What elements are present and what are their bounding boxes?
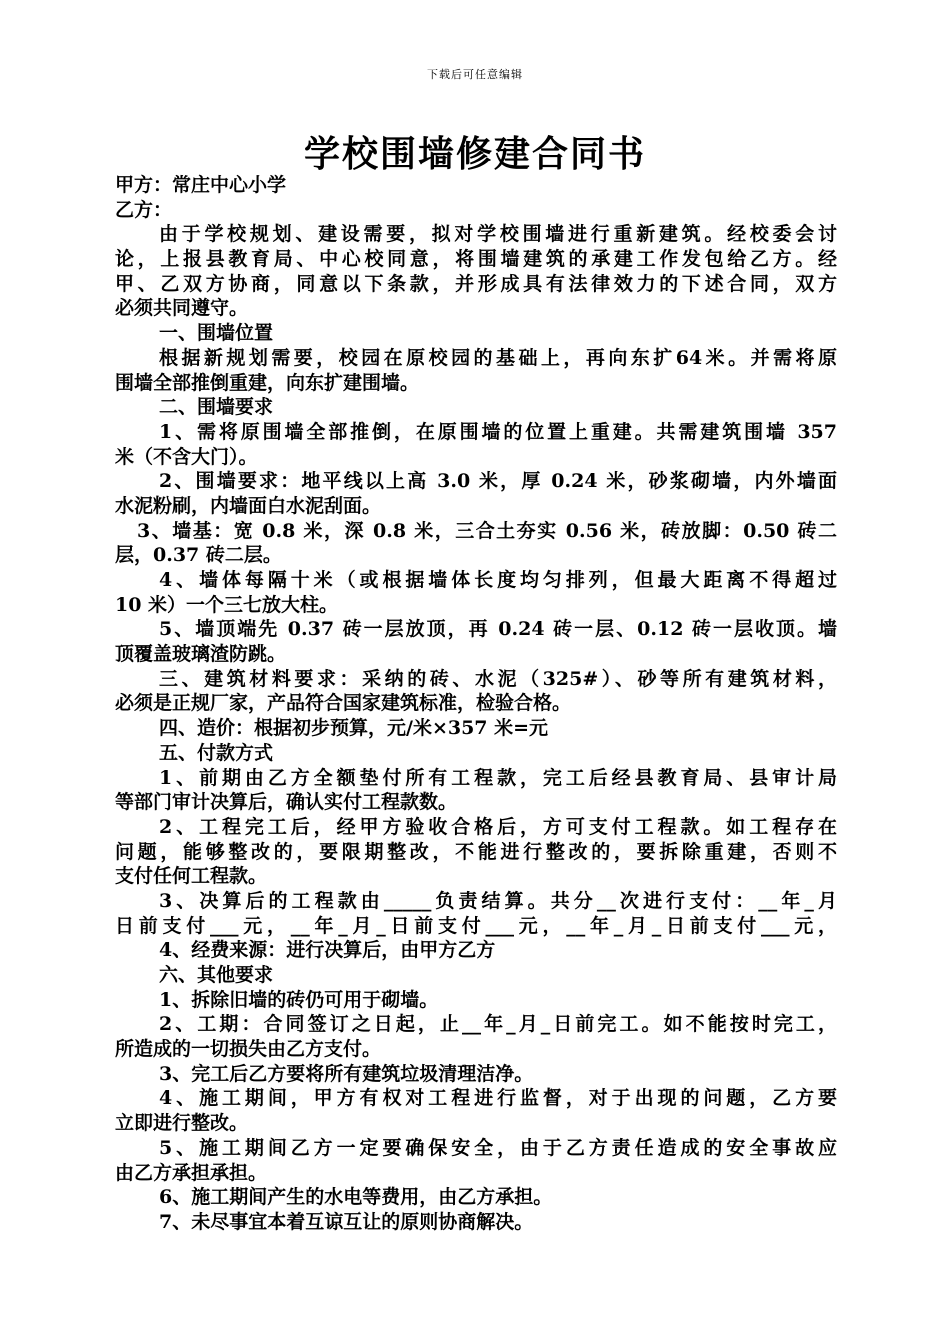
body-line: 1、前期由乙方全额垫付所有工程款，完工后经县教育局、县审计局 <box>159 766 837 789</box>
body-line: 必须是正规厂家，产品符合国家建筑标准，检验合格。 <box>115 692 572 715</box>
body-line: 层，0.37 砖二层。 <box>115 544 282 567</box>
body-line: 5、墙顶端先 0.37 砖一层放顶，再 0.24 砖一层、0.12 砖一层收顶。墙 <box>159 618 837 641</box>
body-line: 5、施工期间乙方一定要确保安全，由于乙方责任造成的安全事故应 <box>159 1136 837 1159</box>
body-line: 顶覆盖玻璃渣防跳。 <box>115 643 287 666</box>
body-line: 3、完工后乙方要将所有建筑垃圾清理洁净。 <box>159 1062 534 1085</box>
body-line: 支付任何工程款。 <box>115 865 268 888</box>
download-note: 下载后可任意编辑 <box>427 68 523 81</box>
body-line: 由于学校规划、建设需要，拟对学校围墙进行重新建筑。经校委会讨 <box>159 223 837 246</box>
contract-title: 学校围墙修建合同书 <box>303 133 646 175</box>
body-line: 五、付款方式 <box>159 741 274 764</box>
body-line: 四、造价：根据初步预算，元/米×357 米=元 <box>159 717 549 740</box>
body-line: 三、建筑材料要求：采纳的砖、水泥（325#）、砂等所有建筑材料， <box>159 667 837 690</box>
body-line: 1、需将原围墙全部推倒，在原围墙的位置上重建。共需建筑围墙 357 <box>159 420 837 443</box>
body-line: 由乙方承担承担。 <box>115 1161 268 1184</box>
body-line: 1、拆除旧墙的砖仍可用于砌墙。 <box>159 988 439 1011</box>
body-line: 所造成的一切损失由乙方支付。 <box>115 1038 382 1061</box>
body-line: 必须共同遵守。 <box>115 297 249 320</box>
body-line: 2、工程完工后，经甲方验收合格后，方可支付工程款。如工程存在 <box>159 815 837 838</box>
body-line: 根据新规划需要，校园在原校园的基础上，再向东扩64米。并需将原 <box>159 346 837 369</box>
body-line: 4、经费来源：进行决算后，由甲方乙方 <box>159 939 496 962</box>
body-line: 问题，能够整改的，要限期整改，不能进行整改的，要拆除重建，否则不 <box>115 840 837 863</box>
body-line: 围墙全部推倒重建，向东扩建围墙。 <box>115 371 420 394</box>
body-line: 6、施工期间产生的水电等费用，由乙方承担。 <box>159 1186 553 1209</box>
body-line: 2、围墙要求：地平线以上高 3.0 米，厚 0.24 米，砂浆砌墙，内外墙面 <box>159 470 837 493</box>
body-line: 4、施工期间，甲方有权对工程进行监督，对于出现的问题，乙方要 <box>159 1087 837 1110</box>
body-line: 一、围墙位置 <box>159 322 274 345</box>
body-line: 乙方： <box>115 198 173 221</box>
body-line: 水泥粉刷，内墙面白水泥刮面。 <box>115 494 382 517</box>
body-line: 六、其他要求 <box>159 964 274 986</box>
body-line: 3、墙基：宽 0.8 米，深 0.8 米，三合土夯实 0.56 米，砖放脚：0.50 砖二 <box>137 519 837 542</box>
body-line: 3、决算后的工程款由_____负责结算。共分__次进行支付：__年_月 <box>159 889 837 912</box>
body-line: 米（不含大门）。 <box>115 445 258 468</box>
body-line: 立即进行整改。 <box>115 1112 249 1135</box>
body-line: 等部门审计决算后，确认实付工程款数。 <box>115 791 458 814</box>
body-line: 7、未尽事宜本着互谅互让的原则协商解决。 <box>159 1210 534 1233</box>
contract-body <box>115 173 837 1235</box>
body-line: 二、围墙要求 <box>159 396 274 419</box>
body-line: 甲、乙双方协商，同意以下条款，并形成具有法律效力的下述合同，双方 <box>115 272 837 295</box>
body-line: 论，上报县教育局、中心校同意，将围墙建筑的承建工作发包给乙方。经 <box>115 248 837 271</box>
body-line: 日前支付___元，__年_月_日前支付___元，__年_月_日前支付___元， <box>115 914 837 937</box>
body-line: 2、工期：合同签订之日起，止__年_月_日前完工。如不能按时完工， <box>159 1013 837 1036</box>
body-line: 10 米）一个三七放大柱。 <box>115 593 339 616</box>
body-line: 甲方：常庄中心小学 <box>115 174 287 196</box>
body-line: 4、墙体每隔十米（或根据墙体长度均匀排列，但最大距离不得超过 <box>159 569 837 591</box>
